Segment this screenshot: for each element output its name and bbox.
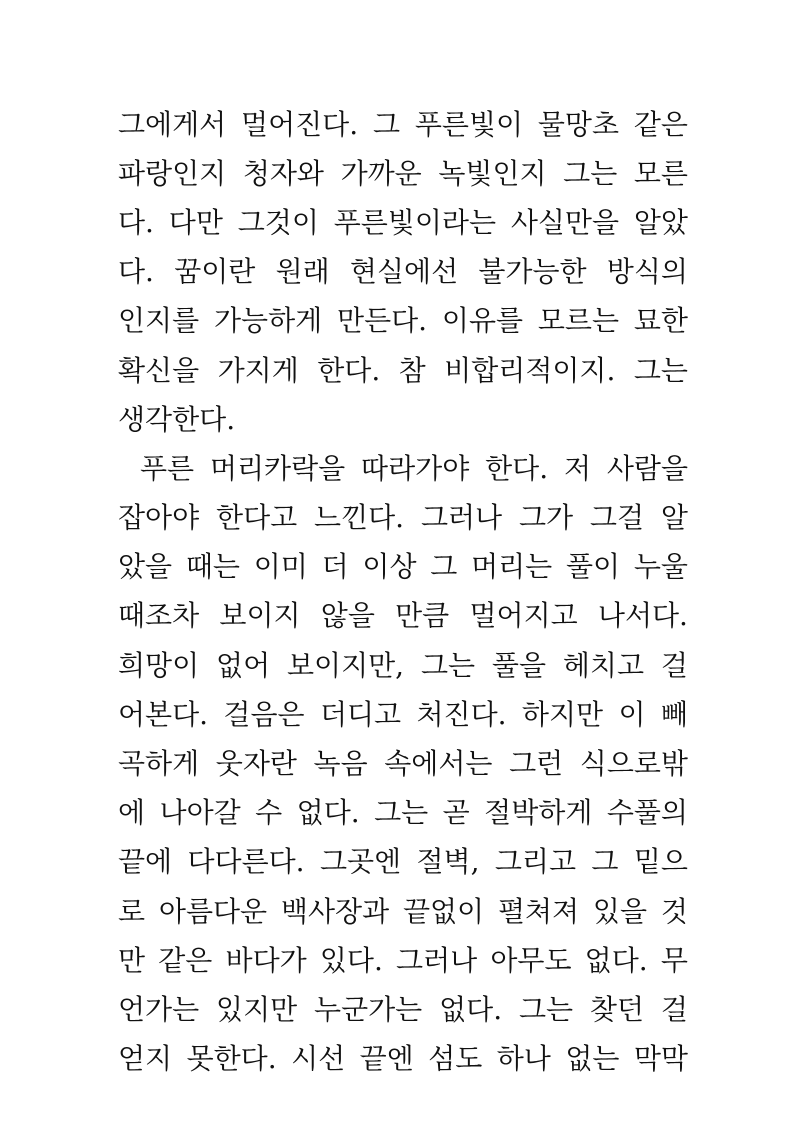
word: 것 — [660, 894, 688, 928]
word: 사실만을 — [510, 205, 620, 239]
text-line — [118, 885, 688, 934]
word: 누울 — [633, 550, 688, 584]
text-line — [118, 147, 688, 196]
word: 그는 — [518, 992, 574, 1026]
word: 그는 — [374, 796, 429, 830]
word: 시선 — [291, 1042, 346, 1076]
word: 멀어지고 — [469, 599, 578, 633]
word: 나아갈 — [159, 796, 241, 830]
word: 다만 — [168, 205, 223, 239]
text-line — [118, 983, 688, 1032]
word: 얻지 — [118, 1042, 173, 1076]
word: 끝없이 — [402, 894, 485, 928]
word: 없는 — [565, 1042, 620, 1076]
word: 없어 — [216, 648, 271, 682]
word: 걸 — [660, 648, 688, 682]
word: 이상 — [362, 550, 417, 584]
word: 그러나 — [396, 943, 478, 977]
word: 바다가 — [225, 943, 307, 977]
word: 그러나 — [420, 501, 503, 535]
word: 인지를 — [118, 304, 200, 338]
text-line — [118, 246, 688, 295]
word: 푸른빛이 — [414, 107, 524, 141]
word: 그는 — [633, 353, 688, 387]
word: 한다. — [317, 353, 381, 387]
word: 같은 — [158, 943, 213, 977]
word: 절박하게 — [484, 796, 593, 830]
word: 이 — [618, 697, 646, 731]
text-line — [118, 196, 688, 245]
word: 꿈이란 — [174, 255, 256, 289]
word: 만 — [118, 943, 146, 977]
word: 알 — [660, 501, 688, 535]
word: 걸음은 — [223, 697, 305, 731]
text-line — [118, 344, 688, 393]
word: 이미 — [253, 550, 308, 584]
body-text — [118, 98, 688, 1082]
word: 않을 — [320, 599, 375, 633]
word: 머리는 — [471, 550, 553, 584]
text-line — [118, 639, 688, 688]
word: 없다. — [439, 992, 503, 1026]
word: 모른 — [633, 156, 688, 190]
word: 아무도 — [490, 943, 572, 977]
word: 현실에선 — [349, 255, 459, 289]
word: 머리카락을 — [209, 451, 346, 485]
word: 풀을 — [491, 648, 547, 682]
word: 로 — [118, 894, 146, 928]
word: 헤치고 — [562, 648, 645, 682]
word: 참 — [398, 353, 426, 387]
word: 그 — [430, 550, 458, 584]
word: 없다. — [584, 943, 648, 977]
word: 그 — [372, 107, 401, 141]
word: 있지만 — [216, 992, 298, 1026]
word: 만큼 — [395, 599, 450, 633]
word: 펼쳐져 — [497, 894, 580, 928]
word: 았을 — [118, 550, 173, 584]
word: 그것이 — [237, 205, 319, 239]
word: 그는 — [420, 648, 476, 682]
text-line — [118, 541, 688, 590]
word: 누군가는 — [314, 992, 423, 1026]
word: 녹음 — [313, 747, 368, 781]
word: 원래 — [275, 255, 330, 289]
word: 보이지 — [219, 599, 301, 633]
text-line — [118, 1033, 688, 1082]
word: 그가 — [518, 501, 574, 535]
word: 푸른빛이라는 — [333, 205, 496, 239]
word: 처진다. — [416, 697, 507, 731]
word: 사람을 — [606, 451, 688, 485]
word: 잡아야 — [118, 501, 200, 535]
word: 못한다. — [186, 1042, 277, 1076]
text-line — [118, 688, 688, 737]
word: 아름다운 — [158, 894, 268, 928]
word: 절벽, — [416, 845, 480, 879]
word: 방식의 — [606, 255, 688, 289]
word: 끝에 — [118, 845, 173, 879]
text-line — [118, 737, 688, 786]
word: 풀이 — [565, 550, 621, 584]
word: 그리고 — [494, 845, 577, 879]
word: 막막 — [633, 1042, 688, 1076]
word: 다. — [118, 205, 154, 239]
word: 때조차 — [118, 599, 200, 633]
word: 따라가야 — [361, 451, 470, 485]
word: 그에게서 — [118, 107, 227, 141]
word: 그는 — [563, 156, 618, 190]
word: 있다. — [319, 943, 383, 977]
word: 식으로밖 — [579, 747, 688, 781]
word: 더디고 — [319, 697, 402, 731]
word: 한다. — [485, 451, 549, 485]
word: 녹빛인지 — [438, 156, 547, 190]
word: 희망이 — [118, 648, 200, 682]
text-line — [118, 590, 688, 639]
word: 걸 — [660, 992, 688, 1026]
word: 같은 — [633, 107, 688, 141]
word: 수 — [255, 796, 283, 830]
word: 불가능한 — [478, 255, 587, 289]
word: 한다고 — [216, 501, 298, 535]
word: 묘한 — [633, 304, 688, 338]
word: 이유를 — [441, 304, 524, 338]
word: 다다른다. — [187, 845, 305, 879]
word: 가능하게 — [213, 304, 323, 338]
word: 찾던 — [589, 992, 645, 1026]
word: 푸른 — [140, 451, 195, 485]
word: 때는 — [185, 550, 240, 584]
word: 가까운 — [340, 156, 422, 190]
word: 있을 — [592, 894, 648, 928]
word: 더 — [321, 550, 349, 584]
word: 없다. — [296, 796, 360, 830]
word: 나서다. — [597, 599, 688, 633]
word: 보이지만, — [286, 648, 405, 682]
word: 에 — [118, 796, 146, 830]
word: 무 — [660, 943, 688, 977]
word: 만든다. — [337, 304, 428, 338]
word: 곡하게 — [118, 747, 200, 781]
word: 속에서는 — [384, 747, 493, 781]
word: 백사장과 — [280, 894, 390, 928]
word: 멀어진다. — [241, 107, 359, 141]
text-line: 생각한다. — [118, 402, 236, 436]
word: 알았 — [633, 205, 688, 239]
word: 청자와 — [242, 156, 324, 190]
word: 밑으 — [633, 845, 688, 879]
word: 하지만 — [521, 697, 604, 731]
word: 다. — [118, 255, 154, 289]
word: 섬도 — [428, 1042, 483, 1076]
word: 그런 — [509, 747, 564, 781]
word: 곧 — [442, 796, 470, 830]
word: 가지게 — [217, 353, 299, 387]
word: 하나 — [496, 1042, 551, 1076]
word: 확신을 — [118, 353, 200, 387]
text-line — [118, 492, 688, 541]
word: 비합리적이지. — [444, 353, 616, 387]
word: 파랑인지 — [118, 156, 227, 190]
word: 언가는 — [118, 992, 200, 1026]
word: 그곳엔 — [319, 845, 402, 879]
word: 물망초 — [537, 107, 620, 141]
word: 느낀다. — [314, 501, 405, 535]
word: 모르는 — [537, 304, 620, 338]
word: 수풀의 — [606, 796, 688, 830]
word: 그 — [591, 845, 619, 879]
word: 저 — [563, 451, 591, 485]
text-line — [118, 442, 688, 491]
word: 그걸 — [589, 501, 645, 535]
word: 어본다. — [118, 697, 209, 731]
text-line — [118, 98, 688, 147]
word: 빼 — [660, 697, 688, 731]
text-line — [118, 295, 688, 344]
word: 웃자란 — [215, 747, 297, 781]
text-line — [118, 836, 688, 885]
text-line — [118, 934, 688, 983]
text-line — [118, 787, 688, 836]
word: 끝엔 — [359, 1042, 414, 1076]
